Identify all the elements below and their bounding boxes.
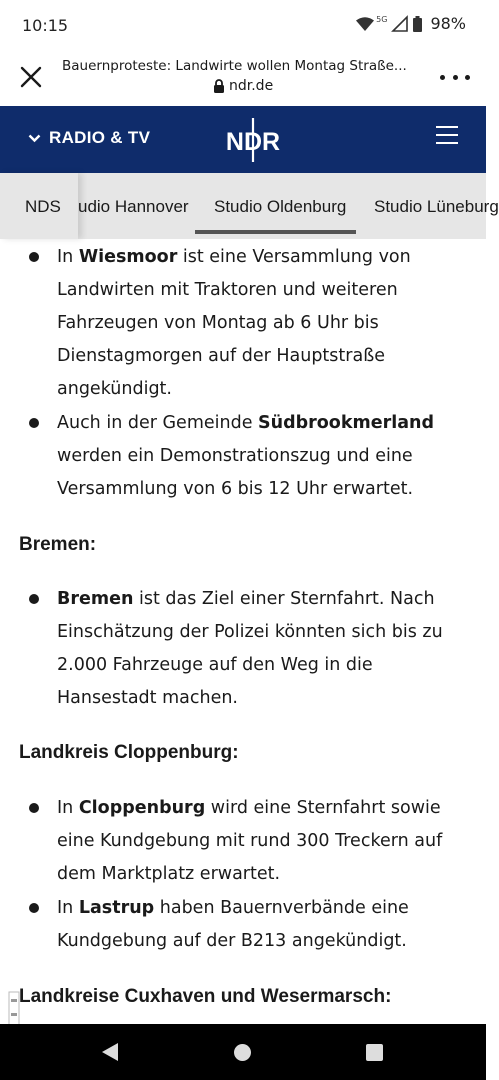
list-item: In Lastrup haben Bauernverbände eine Kundgebung auf der B213 angekündigt.: [57, 898, 409, 951]
section-heading: Landkreise Cuxhaven und Wesermarsch:: [19, 986, 392, 1007]
status-bar: [0, 0, 486, 50]
page-title: Bauernproteste: Landwirte wollen Montag Straße...: [62, 58, 407, 74]
battery-percent: 98%: [430, 14, 466, 33]
section-heading: Landkreis Cloppenburg:: [19, 742, 239, 763]
lock-icon: [213, 79, 225, 93]
tab-studio-oldenburg[interactable]: Studio Oldenburg: [214, 197, 347, 216]
radio-tv-label: RADIO & TV: [49, 128, 151, 147]
section-heading: Bremen:: [19, 534, 97, 555]
tab-studio-hannover[interactable]: udio Hannover: [78, 197, 189, 216]
system-nav-bar: [0, 1024, 486, 1080]
bullet-icon: [29, 903, 39, 913]
list-item: In Wiesmoor ist eine Versammlung von Landwirten mit Traktoren und weiteren Fahrzeugen von Montag ab 6 Uhr bis Dienstagmorgen auf der Hauptstraße angekündigt.: [57, 247, 411, 399]
bullet-icon: [29, 418, 39, 428]
close-icon[interactable]: [18, 64, 44, 90]
url-text: ndr.de: [229, 78, 274, 94]
studio-tabs: [0, 173, 499, 239]
ndr-logo-text: NDR: [225, 128, 281, 156]
status-icons: [356, 14, 466, 33]
bullet-icon: [29, 594, 39, 604]
tab-nds[interactable]: NDS: [0, 173, 78, 239]
ndr-logo[interactable]: [225, 118, 281, 162]
article-content: [0, 239, 486, 1024]
status-time: 10:15: [22, 16, 69, 35]
battery-icon: [413, 16, 422, 32]
list-item: Bremen ist das Ziel einer Sternfahrt. Nach Einschätzung der Polizei könnten sich bis zu 2.000 Fahrzeuge auf den Weg in die Hansestadt machen.: [57, 589, 443, 708]
wifi-icon: [356, 17, 374, 31]
tab-studio-lueneburg[interactable]: Studio Lüneburg: [374, 197, 499, 216]
active-tab-indicator: [195, 230, 356, 234]
url-display[interactable]: [213, 78, 273, 94]
bullet-icon: [29, 252, 39, 262]
browser-toolbar: [0, 50, 486, 106]
chevron-down-icon: [28, 134, 41, 143]
ndr-header: [0, 106, 486, 173]
hamburger-icon[interactable]: [436, 126, 458, 144]
back-icon[interactable]: [101, 1042, 119, 1062]
list-item: In Cloppenburg wird eine Sternfahrt sowie eine Kundgebung mit rund 300 Treckern auf dem Marktplatz erwartet.: [57, 798, 443, 884]
list-item: Auch in der Gemeinde Südbrookmerland werden ein Demonstrationszug und eine Versammlung von 6 bis 12 Uhr erwartet.: [57, 413, 434, 499]
home-icon[interactable]: [234, 1044, 251, 1061]
bullet-icon: [29, 803, 39, 813]
network-type: 5G: [376, 15, 388, 24]
radio-tv-menu[interactable]: [28, 128, 150, 148]
signal-icon: [393, 17, 407, 31]
recents-icon[interactable]: [366, 1044, 383, 1061]
more-icon[interactable]: [440, 70, 470, 84]
